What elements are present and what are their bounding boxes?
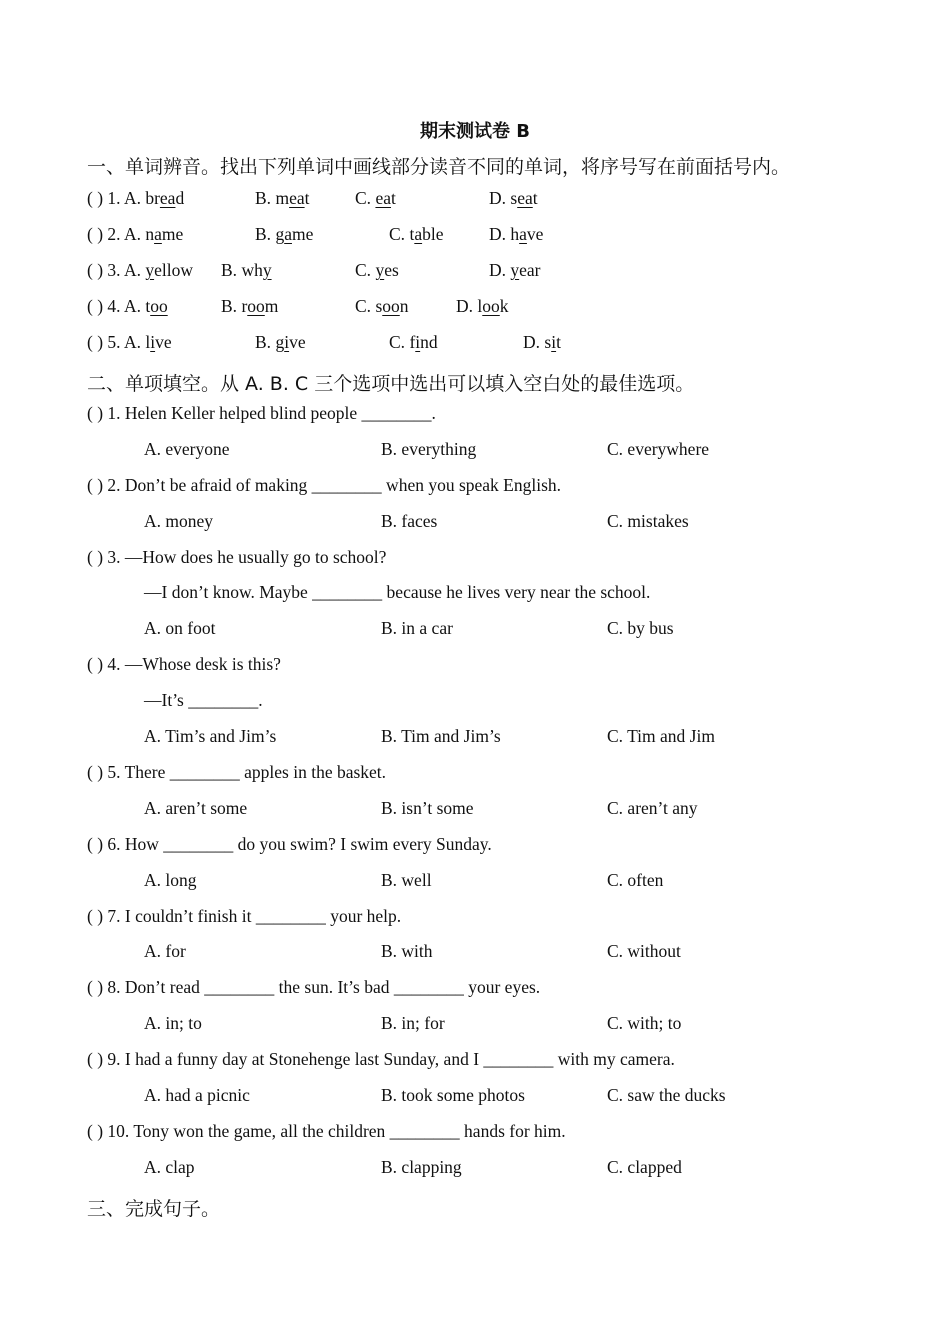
- word-start: t: [409, 224, 415, 244]
- answer-option: C. by bus: [607, 618, 674, 638]
- word-end: ble: [422, 224, 444, 244]
- word-start: s: [510, 188, 518, 208]
- underlined-letters: i: [150, 332, 156, 352]
- question-item: [87, 332, 172, 353]
- word-start: s: [544, 332, 552, 352]
- underlined-letters: a: [519, 224, 527, 244]
- word-end: t: [390, 188, 396, 208]
- answer-option: C. often: [607, 870, 664, 890]
- underlined-letters: i: [415, 332, 421, 352]
- word-end: ve: [155, 332, 172, 352]
- option-label: B.: [221, 296, 242, 316]
- underlined-letters: a: [154, 224, 162, 244]
- underlined-letters: oo: [382, 296, 400, 316]
- underlined-letters: ea: [289, 188, 305, 208]
- option-label: B.: [221, 260, 242, 280]
- option-item: [389, 224, 443, 245]
- underlined-letters: i: [284, 332, 290, 352]
- answer-option: A. clap: [144, 1157, 195, 1177]
- underlined-letters: a: [284, 224, 292, 244]
- question-stem: ( ) 7. I couldn’t finish it ________ your help.: [87, 906, 402, 926]
- answer-option: B. in a car: [381, 618, 453, 638]
- option-item: [255, 188, 309, 209]
- word-end: t: [532, 188, 538, 208]
- underlined-letters: ea: [375, 188, 391, 208]
- answer-option: C. everywhere: [607, 439, 710, 459]
- question-number: ( ) 3. A.: [87, 260, 146, 280]
- word-start: h: [510, 224, 520, 244]
- answer-option: A. money: [144, 511, 214, 531]
- word-start: r: [241, 296, 248, 316]
- word-start: g: [275, 332, 285, 352]
- answer-option: A. aren’t some: [144, 798, 248, 818]
- option-label: C.: [355, 260, 376, 280]
- option-item: [221, 260, 272, 281]
- question-number: ( ) 5. A.: [87, 332, 146, 352]
- answer-option: C. mistakes: [607, 511, 689, 531]
- answer-option: B. everything: [381, 439, 477, 459]
- question-stem: ( ) 5. There ________ apples in the basket.: [87, 762, 387, 782]
- word-start: m: [275, 188, 290, 208]
- section-2-heading: 二、单项填空。从 A. B. C 三个选项中选出可以填入空白处的最佳选项。: [87, 373, 695, 395]
- question-number: ( ) 4. A.: [87, 296, 146, 316]
- option-item: [255, 332, 306, 353]
- word-end: k: [499, 296, 509, 316]
- underlined-letters: oo: [150, 296, 168, 316]
- answer-option: B. clapping: [381, 1157, 462, 1177]
- option-label: C.: [355, 188, 376, 208]
- question-item: [87, 296, 168, 317]
- answer-option: B. faces: [381, 511, 438, 531]
- option-label: D.: [489, 224, 511, 244]
- option-item: [355, 188, 396, 209]
- underlined-letters: y: [262, 260, 272, 280]
- underlined-letters: a: [414, 224, 423, 244]
- answer-option: A. everyone: [144, 439, 230, 459]
- word-end: es: [384, 260, 399, 280]
- option-item: [255, 224, 313, 245]
- option-item: [489, 260, 541, 281]
- word-start: l: [145, 332, 151, 352]
- option-label: B.: [255, 224, 276, 244]
- question-stem: ( ) 4. —Whose desk is this?: [87, 654, 281, 674]
- answer-option: A. Tim’s and Jim’s: [144, 726, 277, 746]
- option-label: D.: [523, 332, 545, 352]
- question-stem: ( ) 2. Don’t be afraid of making ________ when you speak English.: [87, 475, 562, 495]
- option-item: [355, 296, 409, 317]
- option-label: D.: [489, 188, 511, 208]
- answer-option: C. without: [607, 941, 681, 961]
- word-end: t: [556, 332, 561, 352]
- question-item: [87, 224, 183, 245]
- underlined-letters: ea: [159, 188, 176, 208]
- question-item: [87, 188, 184, 209]
- answer-option: C. saw the ducks: [607, 1085, 726, 1105]
- word-start: l: [477, 296, 483, 316]
- question-number: ( ) 2. A.: [87, 224, 146, 244]
- question-stem: ( ) 8. Don’t read ________ the sun. It’s bad ________ your eyes.: [87, 977, 541, 997]
- question-stem: ( ) 6. How ________ do you swim? I swim every Sunday.: [87, 834, 492, 854]
- option-label: C.: [355, 296, 376, 316]
- word-end: m: [264, 296, 279, 316]
- page-title: 期末测试卷 B: [420, 121, 530, 142]
- question-number: ( ) 1. A.: [87, 188, 146, 208]
- answer-option: B. with: [381, 941, 433, 961]
- answer-option: B. took some photos: [381, 1085, 525, 1105]
- underlined-letters: i: [551, 332, 557, 352]
- question-stem: ( ) 9. I had a funny day at Stonehenge last Sunday, and I ________ with my camera.: [87, 1049, 675, 1069]
- word-start: wh: [241, 260, 263, 280]
- underlined-letters: ea: [517, 188, 533, 208]
- option-item: [389, 332, 438, 353]
- answer-option: B. well: [381, 870, 432, 890]
- word-start: br: [145, 188, 160, 208]
- word-end: nd: [420, 332, 438, 352]
- word-end: ve: [526, 224, 544, 244]
- option-item: [489, 224, 543, 245]
- option-item: [221, 296, 278, 317]
- word-end: ellow: [154, 260, 193, 280]
- option-item: [523, 332, 561, 353]
- word-start: f: [409, 332, 416, 352]
- answer-option: B. Tim and Jim’s: [381, 726, 501, 746]
- option-label: C.: [389, 224, 410, 244]
- word-end: me: [161, 224, 184, 244]
- question-stem: ( ) 3. —How does he usually go to school?: [87, 547, 387, 567]
- answer-option: B. in; for: [381, 1013, 445, 1033]
- answer-option: B. isn’t some: [381, 798, 474, 818]
- word-start: n: [145, 224, 155, 244]
- option-label: B.: [255, 188, 276, 208]
- word-end: t: [304, 188, 310, 208]
- answer-option: A. in; to: [144, 1013, 202, 1033]
- section-3-heading: 三、完成句子。: [87, 1198, 221, 1220]
- option-label: C.: [389, 332, 410, 352]
- option-item: [489, 188, 538, 209]
- answer-option: C. with; to: [607, 1013, 682, 1033]
- question-dialogue-line: —I don’t know. Maybe ________ because he lives very near the school.: [144, 582, 651, 602]
- question-item: [87, 260, 193, 281]
- option-label: D.: [489, 260, 511, 280]
- word-end: ve: [289, 332, 306, 352]
- option-label: B.: [255, 332, 276, 352]
- underlined-letters: oo: [247, 296, 265, 316]
- answer-option: C. aren’t any: [607, 798, 698, 818]
- question-dialogue-line: —It’s ________.: [144, 690, 263, 710]
- answer-option: A. had a picnic: [144, 1085, 250, 1105]
- option-item: [355, 260, 399, 281]
- word-end: ear: [519, 260, 541, 280]
- underlined-letters: y: [145, 260, 155, 280]
- underlined-letters: oo: [482, 296, 500, 316]
- question-stem: ( ) 1. Helen Keller helped blind people ________.: [87, 403, 436, 423]
- answer-option: A. on foot: [144, 618, 216, 638]
- word-start: t: [145, 296, 151, 316]
- word-start: s: [375, 296, 383, 316]
- word-end: me: [291, 224, 314, 244]
- option-item: [456, 296, 509, 317]
- answer-option: C. Tim and Jim: [607, 726, 715, 746]
- word-end: n: [399, 296, 409, 316]
- question-stem: ( ) 10. Tony won the game, all the children ________ hands for him.: [87, 1121, 566, 1141]
- answer-option: A. for: [144, 941, 186, 961]
- underlined-letters: y: [510, 260, 520, 280]
- section-1-heading: 一、单词辨音。找出下列单词中画线部分读音不同的单词，将序号写在前面括号内。: [87, 156, 791, 178]
- option-label: D.: [456, 296, 478, 316]
- answer-option: A. long: [144, 870, 197, 890]
- answer-option: C. clapped: [607, 1157, 682, 1177]
- underlined-letters: y: [375, 260, 385, 280]
- word-end: d: [175, 188, 185, 208]
- word-start: g: [275, 224, 285, 244]
